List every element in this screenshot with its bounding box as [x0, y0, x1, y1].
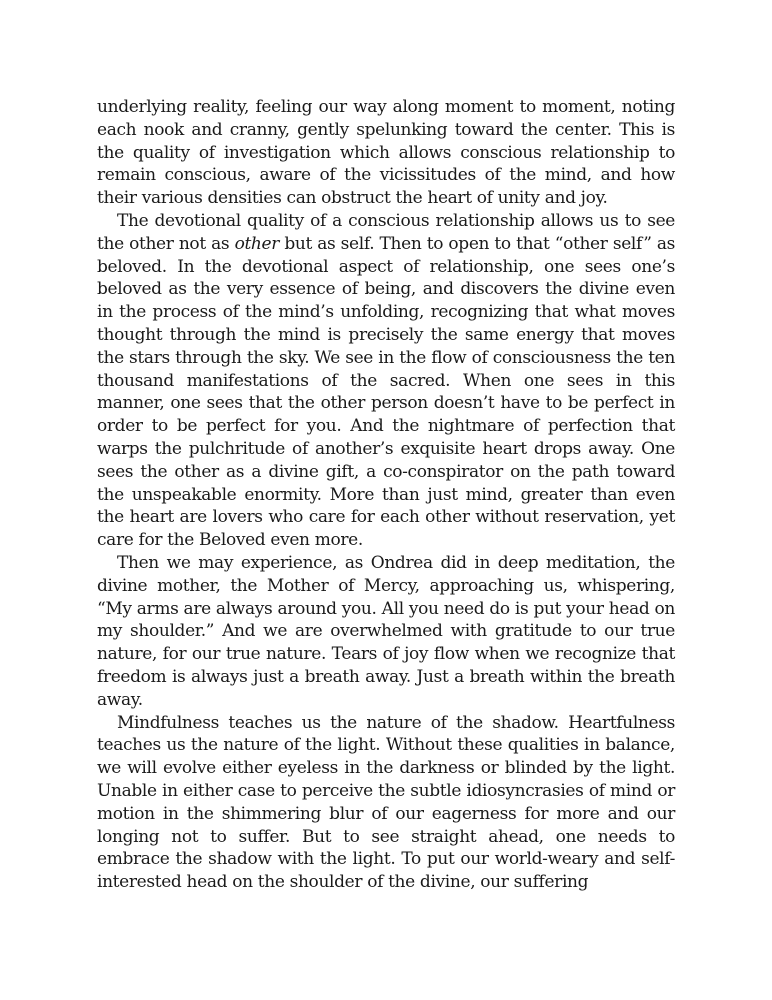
emphasized-word: other	[234, 233, 280, 254]
paragraph-devotional-quality	[97, 210, 675, 552]
page-body	[97, 96, 675, 894]
paragraph-text: The devotional quality of a conscious relationship allows us to see the other not as	[97, 210, 675, 254]
paragraph-divine-mother: Then we may experience, as Ondrea did in deep meditation, the divine mother, the Mother of Mercy, approaching us, whispering, “My arms are always around you. All you need do is put your head on my shoulder.” And we are overwhelmed with gratitude to our true nature, for our true nature. Tears of joy flow when we recognize that freedom is always just a breath away. Just a breath within the breath away.	[97, 552, 675, 710]
paragraph-text: but as self. Then to open to that “other self” as beloved. In the devotional aspect of relationship, one sees one’s beloved as the very essence of being, and discovers the divine even in the process of the mind’s unfolding, recognizing that what moves thought through the mind is precisely the same energy that moves the stars through the sky. We see in the flow of consciousness the ten thousand manifestations of the sacred. When one sees in this manner, one sees that the other person doesn’t have to be perfect in order to be perfect for you. And the nightmare of perfection that warps the pulchritude of another’s exquisite heart drops away. One sees the other as a divine gift, a co-conspirator on the path toward the unspeakable enormity. More than just mind, greater than even the heart are lovers who care for each other without reservation, yet care for the Beloved even more.	[97, 233, 675, 551]
paragraph-continued: underlying reality, feeling our way along moment to moment, noting each nook and cranny, gently spelunking toward the center. This is the quality of investigation which allows conscious relationship to remain conscious, aware of the vicissitudes of the mind, and how their various densities can obstruct the heart of unity and joy.	[97, 97, 675, 209]
paragraph-mindfulness: Mindfulness teaches us the nature of the shadow. Heartfulness teaches us the nature of the light. Without these qualities in balance, we will evolve either eyeless in the darkness or blinded by the light. Unable in either case to perceive the subtle idiosyncrasies of mind or motion in the shimmering blur of our eagerness for more and our longing not to suffer. But to see straight ahead, one needs to embrace the shadow with the light. To put our world-weary and self-interested head on the shoulder of the divine, our suffering	[97, 712, 675, 893]
